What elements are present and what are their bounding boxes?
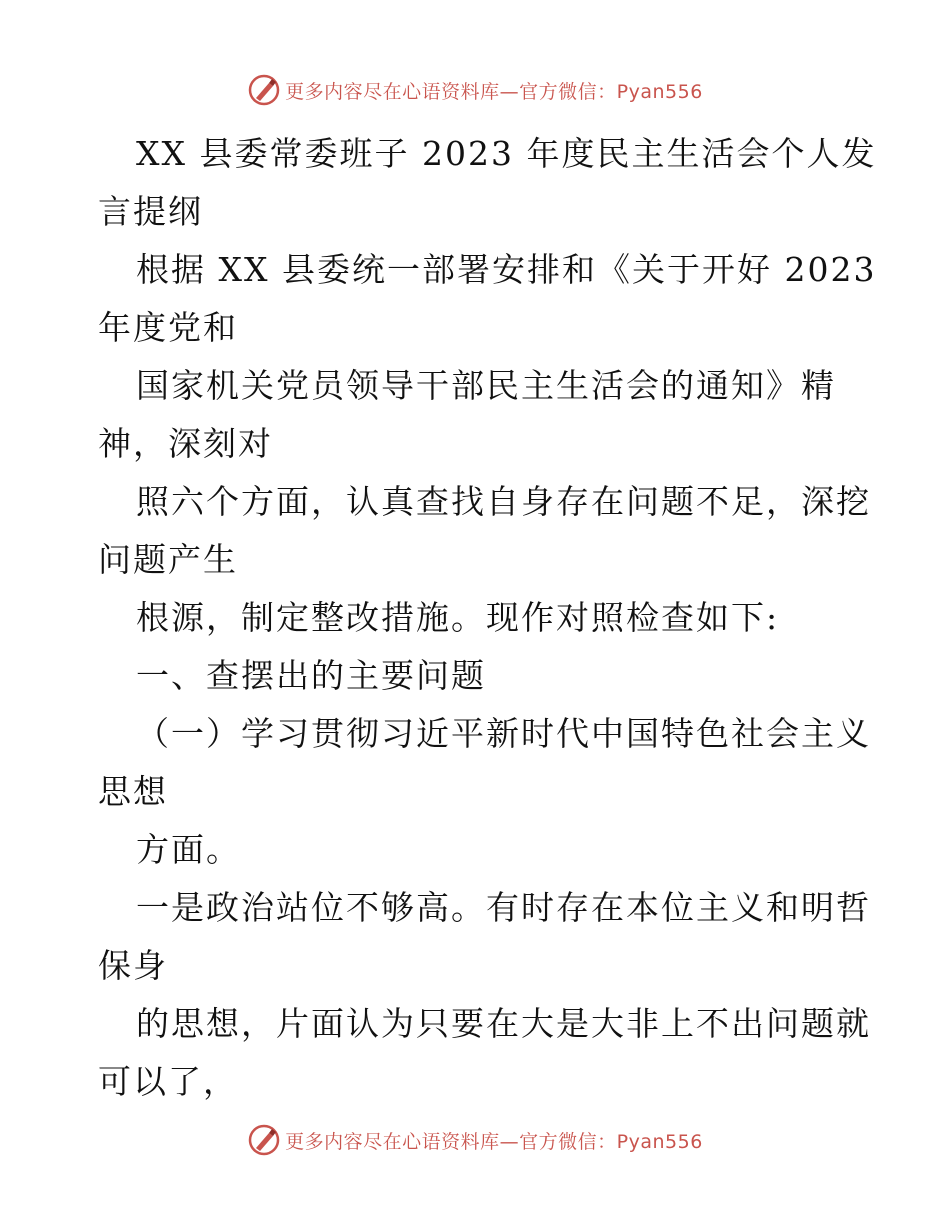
text-line: 言提纲 [98,192,203,231]
text-line: 根源，制定整改措施。现作对照检查如下: [136,598,780,637]
text-line: 保身 [98,946,168,985]
text-line: 可以了， [98,1062,238,1101]
watermark-text: 更多内容尽在心语资料库—官方微信：Pyan556 [285,1130,703,1153]
text-line: 思想 [98,772,168,811]
text-line: 国家机关党员领导干部民主生活会的通知》精 [136,366,836,405]
text-line: XX 县委常委班子 2023 年度民主生活会个人发 [136,134,877,173]
text-line: 的思想，片面认为只要在大是大非上不出问题就 [136,1004,871,1043]
watermark-text: 更多内容尽在心语资料库—官方微信：Pyan556 [285,80,703,103]
footer-watermark [0,1120,950,1160]
pen-seal-icon [247,73,281,107]
text-line: 年度党和 [98,308,238,347]
text-line: 神，深刻对 [98,424,273,463]
text-line: 问题产生 [98,540,238,579]
pen-seal-icon [247,1123,281,1157]
header-watermark [0,70,950,110]
text-line: 一、查摆出的主要问题 [136,656,486,695]
text-line: 照六个方面，认真查找自身存在问题不足，深挖 [136,482,871,521]
text-line: 一是政治站位不够高。有时存在本位主义和明哲 [136,888,871,927]
text-line: （一）学习贯彻习近平新时代中国特色社会主义 [136,714,871,753]
text-line: 方面。 [136,830,241,869]
text-line: 根据 XX 县委统一部署安排和《关于开好 2023 [136,250,877,289]
document-body [0,125,950,1111]
